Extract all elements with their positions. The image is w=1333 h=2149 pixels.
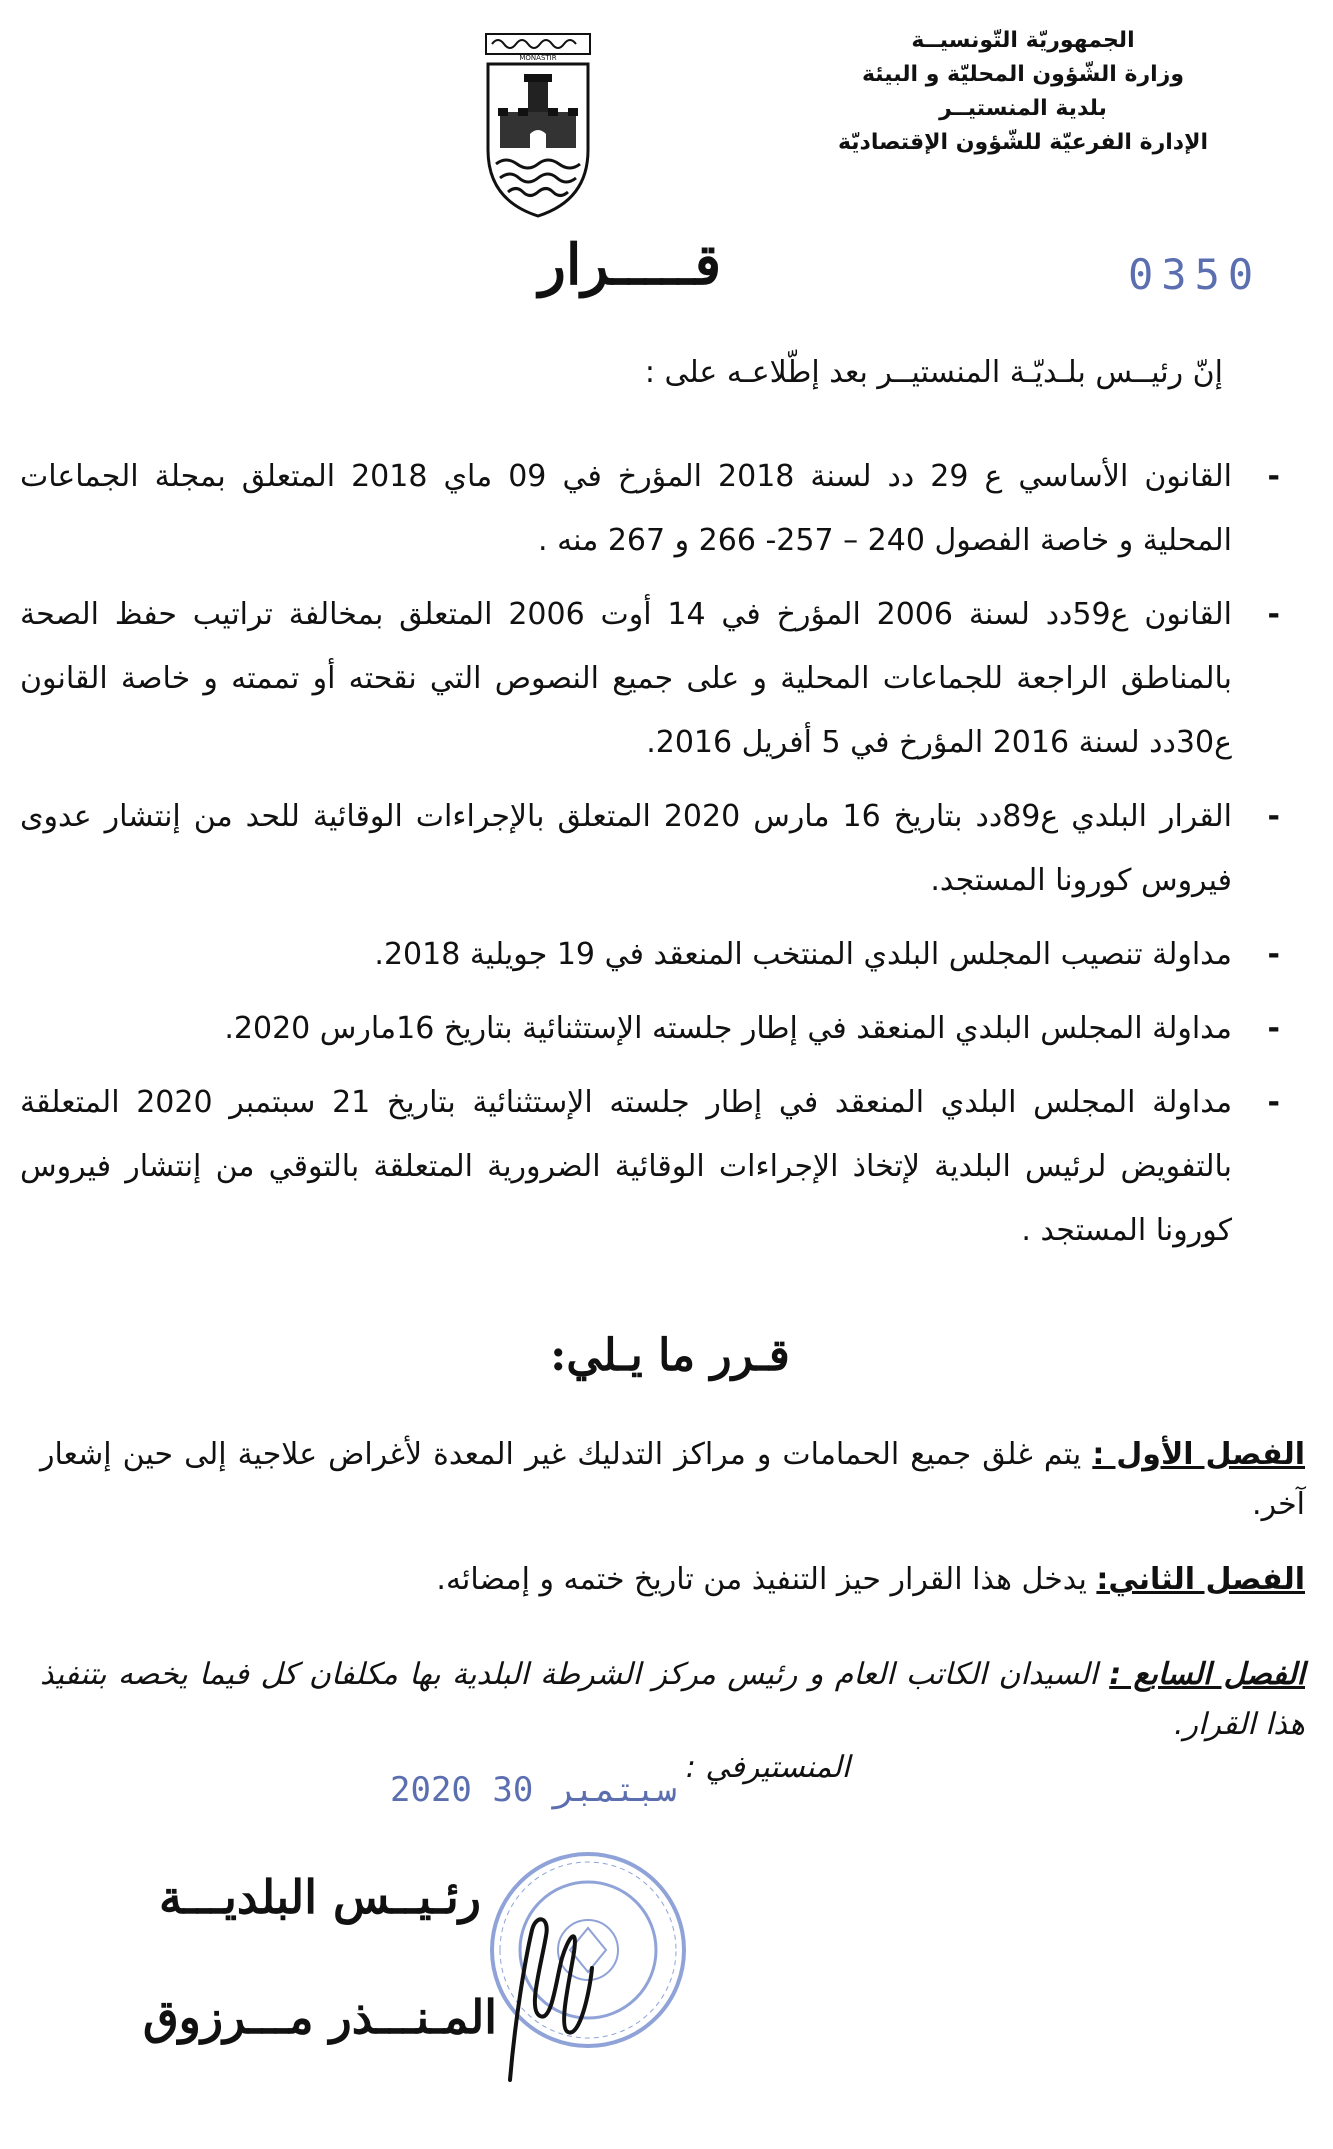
recital-text: القرار البلدي ع89دد بتاريخ 16 مارس 2020 المتعلق بالإجراءات الوقائية للحد من إنتشار عدوى فيروس كورونا المستجد. [20,799,1232,898]
recital-text: القانون ع59دد لسنة 2006 المؤرخ في 14 أوت 2006 المتعلق بمخالفة تراتيب حفظ الصحة بالمناطق الراجعة للجماعات المحلية و على جميع النصوص التي نقحته أو تممته و خاصة القانون ع30دد لسنة 2016 المؤرخ في 5 أفريل 2016. [20,597,1233,760]
place-label: المنستيرفي : [685,1750,850,1785]
recital-item [20,997,1280,1061]
recital-marker: - [1267,1011,1280,1046]
article-heading: الفصل الثاني: [1096,1562,1305,1597]
place-and-date [390,1750,850,1810]
recital-item [20,583,1280,775]
recital-text: مداولة المجلس البلدي المنعقد في إطار جلسته الإستثنائية بتاريخ 16مارس 2020. [224,1011,1232,1046]
signatory-title: رئـيــس البلديـــة [159,1870,481,1924]
date-stamp: 2020 سبتمبر 30 [390,1770,677,1810]
recital-marker: - [1267,799,1280,834]
recital-marker: - [1267,459,1280,494]
document-title: قـــــرار [538,232,722,298]
article-text: يدخل هذا القرار حيز التنفيذ من تاريخ ختمه و إمضائه. [436,1562,1097,1597]
recital-item [20,785,1280,913]
header-line-ministry: وزارة الشّؤون المحليّة و البيئة [861,62,1185,87]
header-line-municipality: بلدية المنستيــر [939,96,1107,121]
recital-item [20,445,1280,573]
recital-item [20,923,1280,987]
preamble-intro: إنّ رئيــس بلـديّـة المنستيــر بعد إطّلاعـه على : [644,355,1223,390]
article-seventh [40,1650,1305,1750]
article-heading: الفصل الأول : [1092,1437,1305,1472]
recital-text: القانون الأساسي ع 29 دد لسنة 2018 المؤرخ في 09 ماي 2018 المتعلق بمجلة الجماعات المحلية و خاصة الفصول 240 – 257- 266 و 267 منه . [20,459,1232,558]
signatory-name: المـنـــذر مـــرزوق [142,1990,498,2044]
article-heading: الفصل السابع : [1109,1657,1305,1692]
emblem-label: MONASTIR [519,54,557,62]
recital-item [20,1071,1280,1263]
article-second [40,1555,1305,1605]
recital-marker: - [1267,597,1280,632]
recital-text: مداولة تنصيب المجلس البلدي المنتخب المنعقد في 19 جويلية 2018. [374,937,1232,972]
document-number: 0350 [1128,250,1262,299]
decides-heading: قـرر ما يـلي: [550,1330,790,1381]
monastir-emblem-icon [478,30,598,220]
recital-marker: - [1267,1085,1280,1120]
article-text: يتم غلق جميع الحمامات و مراكز التدليك غير المعدة لأغراض علاجية إلى حين إشعار آخر. [40,1437,1305,1522]
recital-marker: - [1267,937,1280,972]
header-line-republic: الجمهوريّة التّونسيــة [911,28,1135,53]
header-line-department: الإدارة الفرعيّة للشّؤون الإقتصاديّة [837,130,1209,155]
issuer-header [783,24,1263,160]
article-text: السيدان الكاتب العام و رئيس مركز الشرطة البلدية بها مكلفان كل فيما يخصه بتنفيذ هذا القرار. [40,1657,1305,1742]
recital-text: مداولة المجلس البلدي المنعقد في إطار جلسته الإستثنائية بتاريخ 21 سبتمبر 2020 المتعلقة بالتفويض لرئيس البلدية لإتخاذ الإجراءات الوقائية الضرورية المتعلقة بالتوقي من إنتشار فيروس كورونا المستجد . [20,1085,1233,1248]
recitals-list [20,445,1280,1273]
article-first [40,1430,1305,1530]
